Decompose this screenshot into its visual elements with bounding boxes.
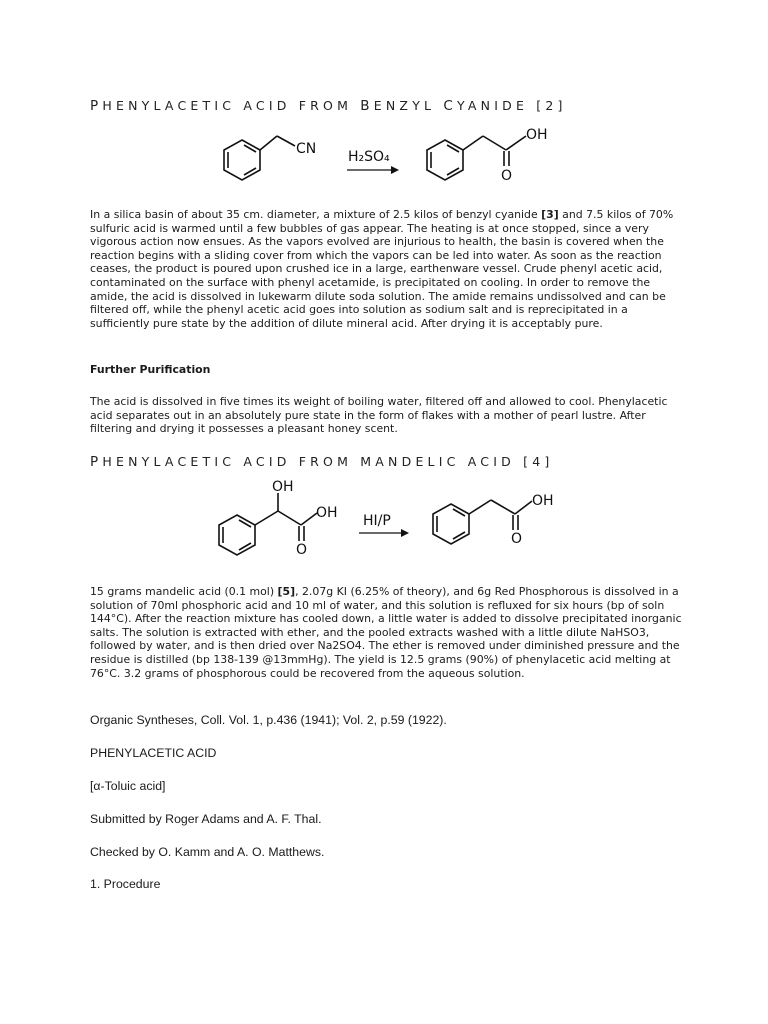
carbonyl-label: O xyxy=(501,168,513,184)
checked-by: Checked by O. Kamm and A. O. Matthews. xyxy=(90,845,325,859)
product-hydroxyl-label: OH xyxy=(532,493,554,509)
submitted-by: Submitted by Roger Adams and A. F. Thal. xyxy=(90,812,322,826)
acid-carbonyl-label: O xyxy=(296,542,308,558)
further-purification-heading: Further Purification xyxy=(90,363,211,376)
reaction-arrow-icon xyxy=(359,529,409,537)
reaction-scheme-2 xyxy=(210,477,570,563)
section-2-title: PHENYLACETIC ACID FROM MANDELIC ACID [4] xyxy=(90,454,554,470)
benzene-ring-icon xyxy=(219,515,255,555)
synonym: [α-Toluic acid] xyxy=(90,779,166,793)
reference-5: [5] xyxy=(277,585,296,598)
acid-hydroxyl-label: OH xyxy=(316,505,338,521)
procedure-heading: 1. Procedure xyxy=(90,877,161,891)
benzene-ring-icon xyxy=(224,140,260,180)
section-1-title: PHENYLACETIC ACID FROM BENZYL CYANIDE [2] xyxy=(90,98,567,114)
reaction-arrow-icon xyxy=(347,166,399,174)
alpha-hydroxyl-label: OH xyxy=(272,479,294,495)
benzene-ring-icon xyxy=(427,140,463,180)
compound-name: PHENYLACETIC ACID xyxy=(90,746,217,760)
hydroxyl-label: OH xyxy=(526,127,548,143)
citation: Organic Syntheses, Coll. Vol. 1, p.436 (1941); Vol. 2, p.59 (1922). xyxy=(90,713,447,727)
nitrile-label: CN xyxy=(296,141,317,157)
benzene-ring-icon xyxy=(433,504,469,544)
paragraph-mandelic-acid: 15 grams mandelic acid (0.1 mol) [5], 2.07g KI (6.25% of theory), and 6g Red Phosphorous is dissolved in a solution of 70ml phosphoric acid and 10 ml of water, and this solution is refluxed for six hours (bp of soln 144°C). After the reaction mixture has cooled down, a little water is added to dissolve precipitated inorganic salts. The solution is extracted with ether, and the pooled extracts washed with a little dilute NaHSO3, followed by water, and is then dried over Na2SO4. The ether is removed under diminished pressure and the residue is distilled (bp 138-139 @13mmHg). The yield is 12.5 grams (90%) of phenylacetic acid melting at 76°C. 3.2 grams of phosphorous could be recovered from the aqueous solution. xyxy=(90,585,682,680)
paragraph-purification: The acid is dissolved in five times its weight of boiling water, filtered off and allowed to cool. Phenylacetic acid separates out in an absolutely pure state in the form of flakes with a mother of pearl lustre. After filtering and drying it possesses a pleasant honey scent. xyxy=(90,395,668,436)
reagent-label: H₂SO₄ xyxy=(348,149,390,165)
reagent-label: HI/P xyxy=(363,513,391,529)
reaction-scheme-1 xyxy=(215,120,555,192)
paragraph-benzyl-cyanide: In a silica basin of about 35 cm. diameter, a mixture of 2.5 kilos of benzyl cyanide [3] and 7.5 kilos of 70% sulfuric acid is warmed until a few bubbles of gas appear. The heating is at once stopped, since a very vigorous action now ensues. As the vapors evolved are injurious to health, the basin is covered when the reaction begins with a sliding cover from which the vapors can be led into water. As soon as the reaction ceases, the product is poured upon crushed ice in a large, earthenware vessel. Crude phenyl acetic acid, contaminated on the surface with phenyl acetamide, is precipitated on cooling. In order to remove the amide, the acid is dissolved in lukewarm dilute soda solution. The amide remains undissolved and can be filtered off, while the phenyl acetic acid goes into solution as sodium salt and is reprecipitated in a sufficiently pure state by the addition of dilute mineral acid. After drying it is acceptably pure. xyxy=(90,208,674,330)
reference-3: [3] xyxy=(541,208,559,221)
product-carbonyl-label: O xyxy=(511,531,523,547)
